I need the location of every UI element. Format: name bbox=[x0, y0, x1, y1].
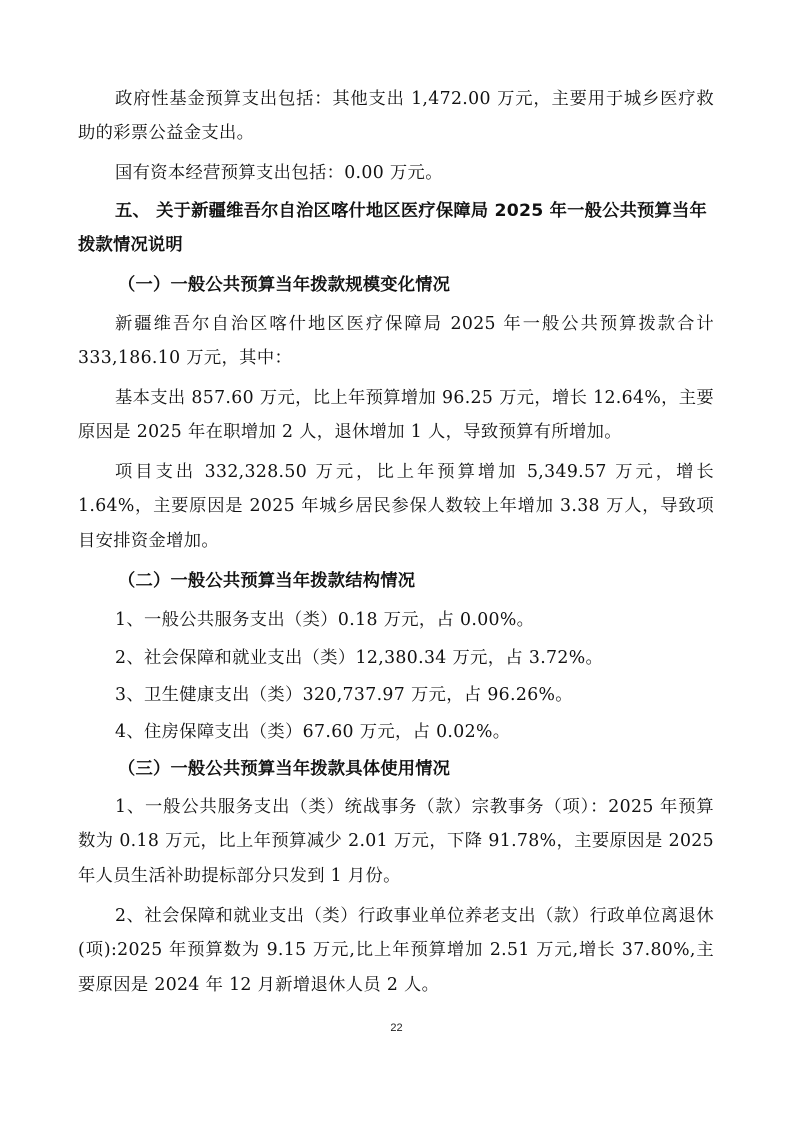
paragraph-project-expense: 项目支出 332,328.50 万元，比上年预算增加 5,349.57 万元，增长 1.64%，主要原因是 2025 年城乡居民参保人数较上年增加 3.38 万人，导致项目安排资金增加。 bbox=[78, 462, 714, 551]
structure-item-3: 3、卫生健康支出（类）320,737.97 万元，占 96.26%。 bbox=[115, 685, 573, 705]
subheading-scale-change: （一）一般公共预算当年拨款规模变化情况 bbox=[118, 275, 451, 295]
structure-item-1: 1、一般公共服务支出（类）0.18 万元，占 0.00%。 bbox=[115, 610, 535, 630]
structure-item-2: 2、社会保障和就业支出（类）12,380.34 万元，占 3.72%。 bbox=[115, 648, 604, 668]
subheading-usage: （三）一般公共预算当年拨款具体使用情况 bbox=[118, 759, 451, 779]
page-number: 22 bbox=[390, 1022, 403, 1034]
paragraph-basic-expense: 基本支出 857.60 万元，比上年预算增加 96.25 万元，增长 12.64%，主要原因是 2025 年在职增加 2 人，退休增加 1 人，导致预算有所增加。 bbox=[78, 388, 714, 443]
usage-item-1: 1、一般公共服务支出（类）统战事务（款）宗教事务（项）：2025 年预算数为 0.18 万元，比上年预算减少 2.01 万元，下降 91.78%，主要原因是 2025 年人员生活补助提标部分只发到 1 月份。 bbox=[78, 797, 714, 886]
paragraph-state-capital: 国有资本经营预算支出包括：0.00 万元。 bbox=[115, 163, 443, 183]
usage-item-2: 2、社会保障和就业支出（类）行政事业单位养老支出（款）行政单位离退休(项):2025 年预算数为 9.15 万元,比上年预算增加 2.51 万元,增长 37.80%,主要原因是 2024 年 12 月新增退休人员 2 人。 bbox=[78, 906, 714, 995]
paragraph-total: 新疆维吾尔自治区喀什地区医疗保障局 2025 年一般公共预算拨款合计 333,186.10 万元，其中： bbox=[78, 314, 714, 369]
subheading-structure: （二）一般公共预算当年拨款结构情况 bbox=[118, 571, 416, 591]
paragraph-gov-fund: 政府性基金预算支出包括：其他支出 1,472.00 万元，主要用于城乡医疗救助的彩票公益金支出。 bbox=[78, 89, 714, 144]
structure-item-4: 4、住房保障支出（类）67.60 万元，占 0.02%。 bbox=[115, 722, 511, 742]
section-heading-5: 五、 关于新疆维吾尔自治区喀什地区医疗保障局 2025 年一般公共预算当年拨款情况说明 bbox=[78, 201, 707, 256]
